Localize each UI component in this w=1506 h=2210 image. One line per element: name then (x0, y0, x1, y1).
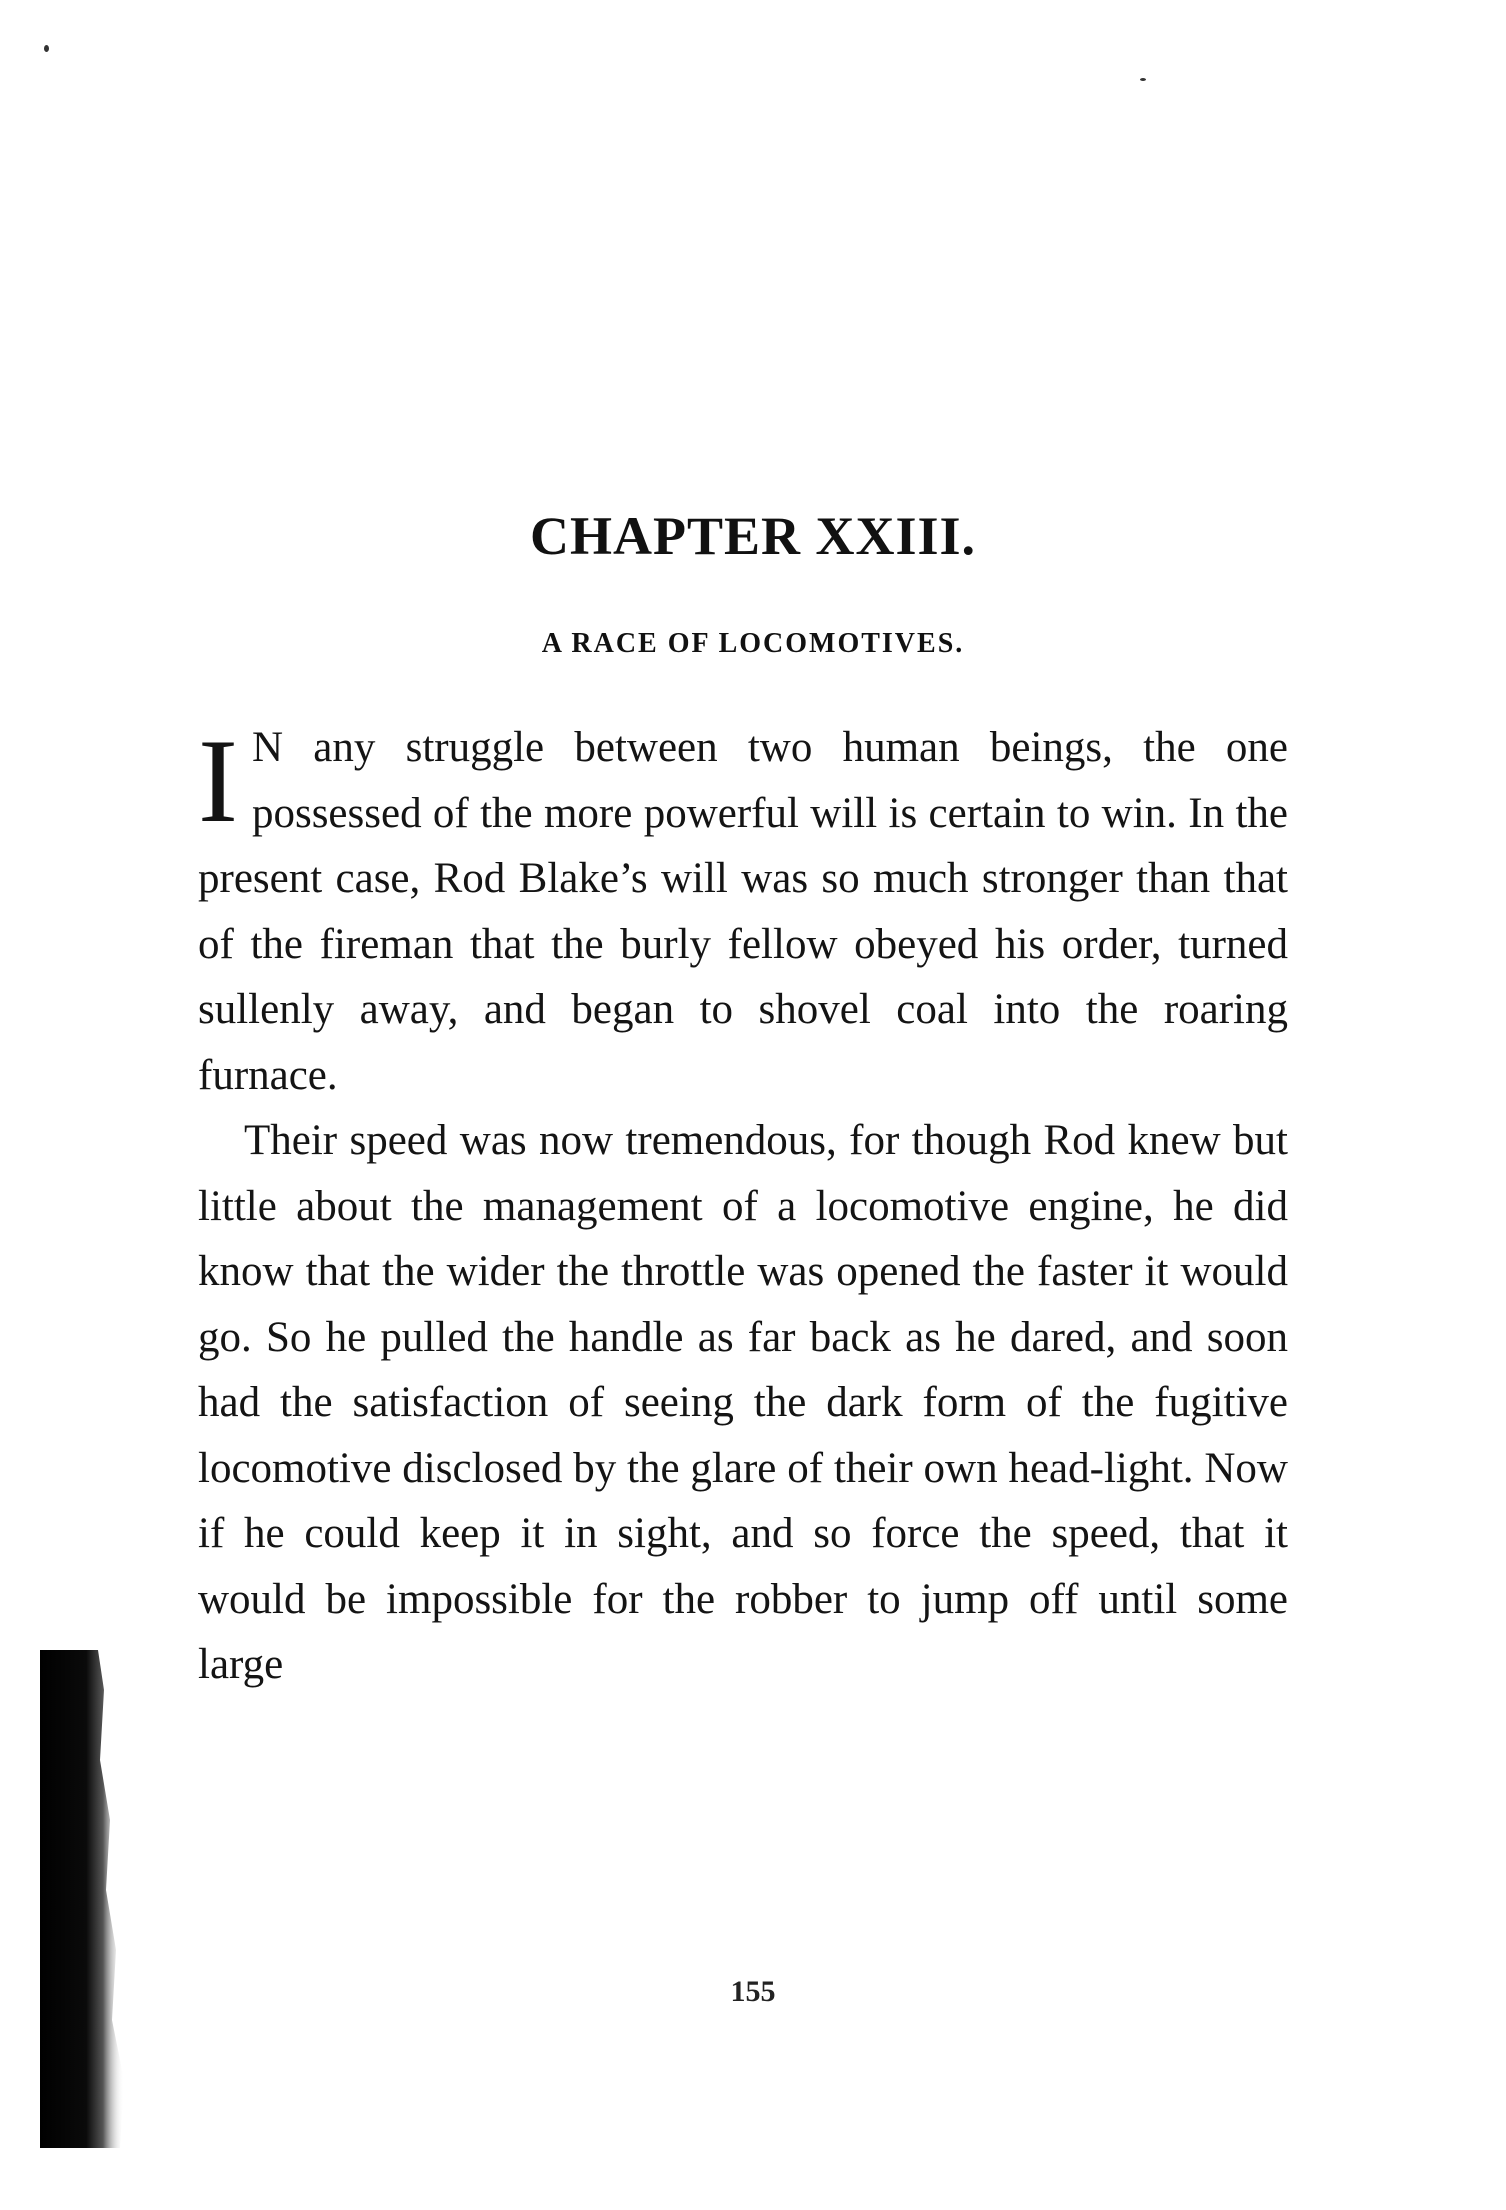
ink-speck (44, 45, 49, 52)
paragraph-1-text: N any struggle between two human beings, the one possessed of the more powerful will is certain to win. In the present case, Rod Blake’s will was so much stronger than that of the fireman that the burly fellow obeyed his order, turned sullenly away, and began to shovel coal into the roaring furnace. (198, 724, 1288, 1099)
chapter-title: CHAPTER XXIII. (529, 506, 977, 566)
binding-shadow (40, 1650, 130, 2148)
chapter-body (198, 715, 1288, 1698)
page-number: 155 (730, 1975, 776, 2008)
paragraph-1 (198, 715, 1288, 1108)
chapter-subtitle: A RACE OF LOCOMOTIVES. (541, 628, 965, 659)
paragraph-2: Their speed was now tremendous, for though Rod knew but little about the management of a locomotive engine, he did know that the wider the throttle was opened the faster it would go. So he pulled the handle as far back as he dared, and soon had the satisfaction of seeing the dark form of the fugitive locomotive disclosed by the glare of their own head-light. Now if he could keep it in sight, and so force the speed, that it would be impossible for the robber to jump off until some large (198, 1117, 1288, 1688)
ink-speck (1140, 78, 1146, 81)
drop-cap: I (198, 714, 238, 847)
